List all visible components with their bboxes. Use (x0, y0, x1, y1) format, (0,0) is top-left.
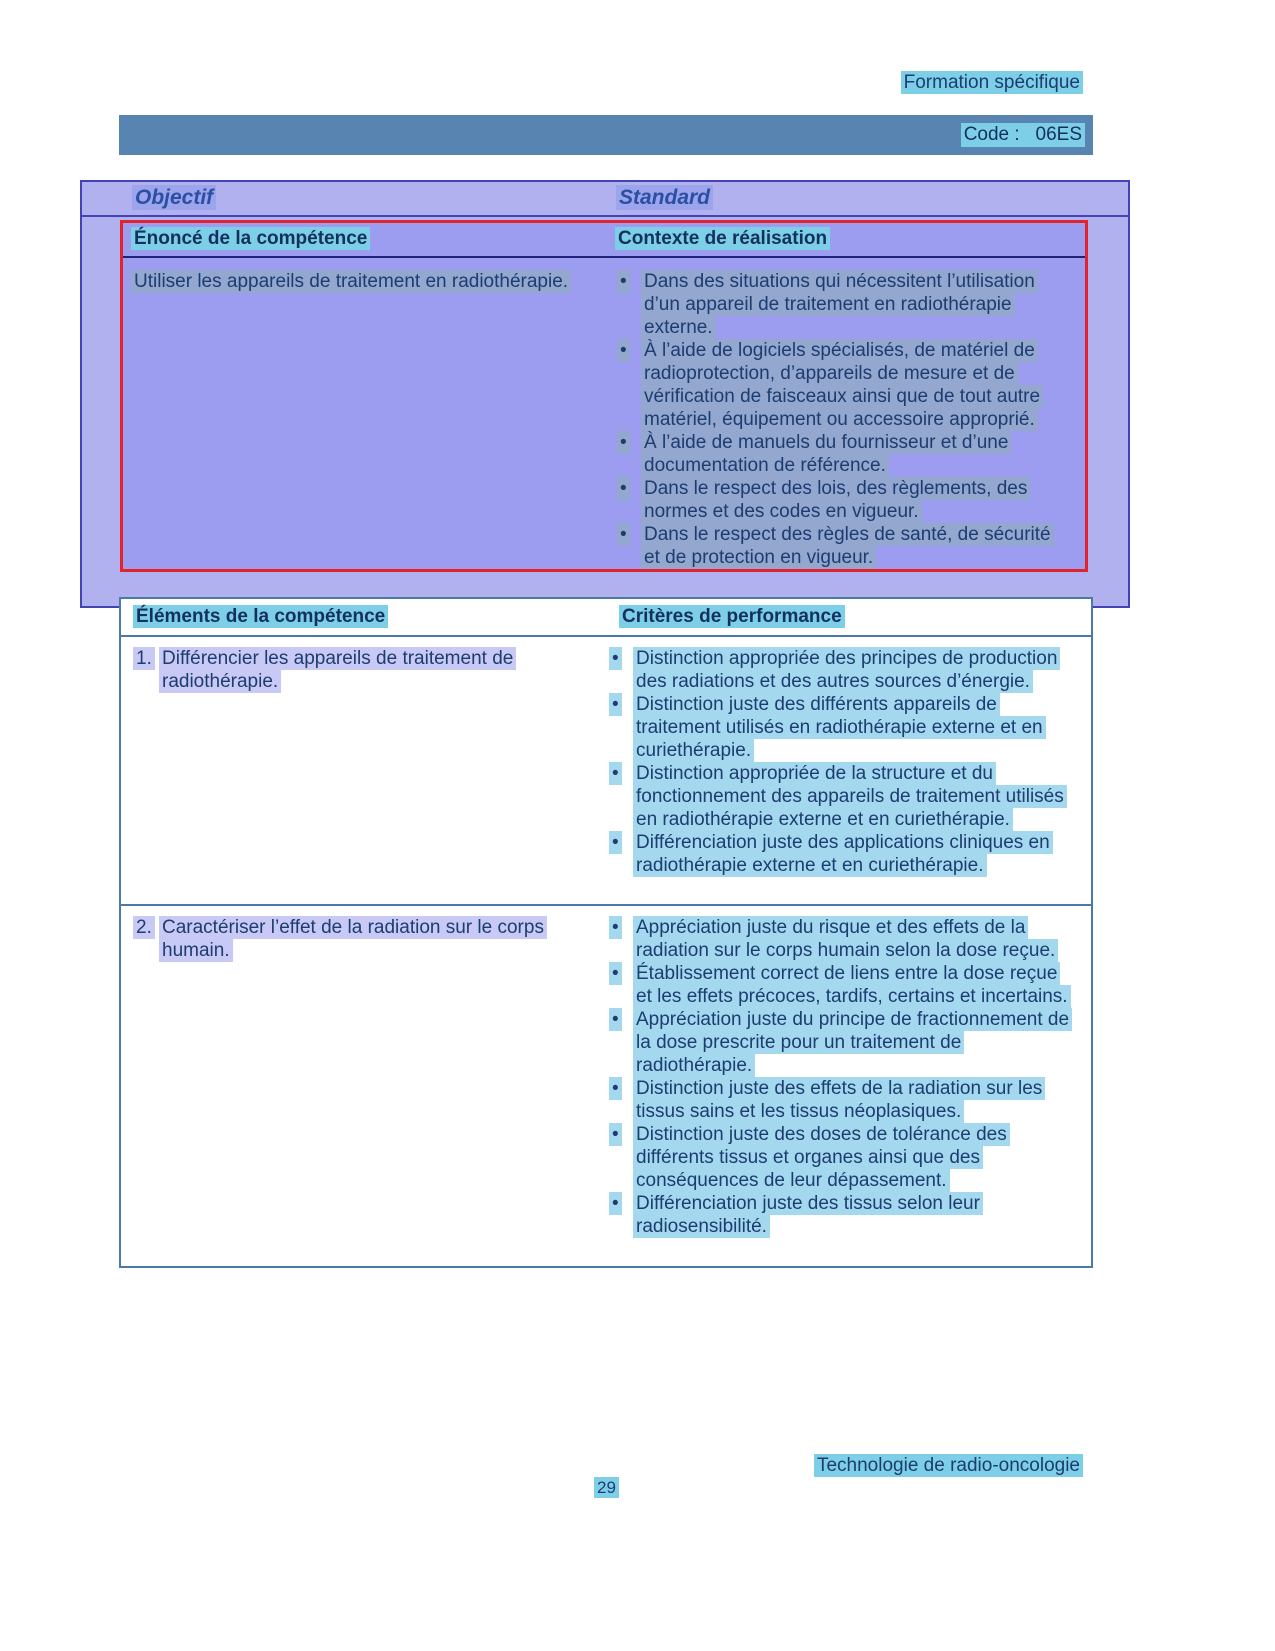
criteria-bullet-text: Appréciation juste du risque et des effets de la radiation sur le corps humain selon la dose reçue. (633, 916, 1077, 962)
contexte-bullet-text: À l’aide de logiciels spécialisés, de matériel de radioprotection, d’appareils de mesure et de vérification de faisceaux ainsi que de tout autre matériel, équipement ou accessoire approprié. (641, 339, 1059, 431)
elements-performance-table (119, 597, 1093, 1268)
contexte-bullet-text: Dans le respect des règles de santé, de sécurité et de protection en vigueur. (641, 523, 1059, 569)
criteria-bullet-item (607, 1123, 1077, 1192)
contexte-bullet-text: Dans des situations qui nécessitent l’utilisation d’un appareil de traitement en radiothérapie externe. (641, 270, 1059, 339)
contexte-bullet-item (615, 431, 1059, 477)
criteria-bullet-text: Distinction appropriée de la structure et du fonctionnement des appareils de traitement utilisés en radiothérapie externe et en curiethérapie. (633, 762, 1077, 831)
competence-statement: Utiliser les appareils de traitement en radiothérapie. (131, 270, 571, 293)
bullet-dot-icon: • (607, 1008, 633, 1077)
competence-box (120, 220, 1088, 572)
contexte-bullet-text: À l’aide de manuels du fournisseur et d’une documentation de référence. (641, 431, 1059, 477)
criteria-bullet-item (607, 647, 1077, 693)
elements-header-cell (133, 606, 619, 628)
bullet-dot-icon: • (607, 693, 633, 762)
criteria-bullet-item (607, 1008, 1077, 1077)
header-note-text: Formation spécifique (901, 71, 1083, 94)
bullet-dot-icon: • (607, 831, 633, 877)
criteria-bullet-text: Distinction juste des doses de tolérance des différents tissus et organes ainsi que des conséquences de leur dépassement. (633, 1123, 1077, 1192)
bullet-dot-icon: • (615, 270, 641, 339)
criteria-bullet-item (607, 762, 1077, 831)
criteria-bullet-item (607, 693, 1077, 762)
contexte-bullet-item (615, 477, 1059, 523)
numbered-element (133, 647, 607, 693)
criteria-bullet-text: Distinction juste des différents appareils de traitement utilisés en radiothérapie externe et en curiethérapie. (633, 693, 1077, 762)
code-label: Code : 06ES (961, 123, 1085, 147)
contexte-heading: Contexte de réalisation (615, 227, 830, 250)
criteria-bullet-text: Différenciation juste des applications cliniques en radiothérapie externe et en curiethérapie. (633, 831, 1077, 877)
element-cell (133, 916, 607, 1238)
bullet-dot-icon: • (615, 477, 641, 523)
criteres-heading: Critères de performance (619, 605, 845, 628)
bullet-dot-icon: • (615, 339, 641, 431)
header-note (901, 72, 1083, 94)
elements-table-header (121, 599, 1091, 637)
criteria-bullet-text: Appréciation juste du principe de fractionnement de la dose prescrite pour un traitement de radiothérapie. (633, 1008, 1077, 1077)
criteria-list (607, 916, 1091, 1238)
element-number: 1. (133, 647, 159, 693)
contexte-bullet-item (615, 270, 1059, 339)
bullet-dot-icon: • (607, 762, 633, 831)
contexte-list (615, 270, 1085, 569)
bullet-dot-icon: • (607, 1192, 633, 1238)
table-row (121, 637, 1091, 906)
objectif-column (132, 186, 616, 210)
objectif-heading: Objectif (132, 185, 216, 210)
standard-column (616, 186, 713, 210)
criteria-bullet-text: Différenciation juste des tissus selon leur radiosensibilité. (633, 1192, 1077, 1238)
elements-heading: Éléments de la compétence (133, 605, 388, 628)
competence-box-body (123, 258, 1085, 569)
bullet-dot-icon: • (607, 916, 633, 962)
bullet-dot-icon: • (607, 962, 633, 1008)
objectif-standard-header (82, 182, 1128, 217)
footer-program-name (814, 1455, 1083, 1477)
element-number: 2. (133, 916, 159, 962)
bullet-dot-icon: • (615, 431, 641, 477)
code-bar (119, 115, 1093, 155)
criteria-bullet-item (607, 962, 1077, 1008)
criteria-bullet-text: Distinction juste des effets de la radiation sur les tissus sains et les tissus néoplasiques. (633, 1077, 1077, 1123)
element-cell (133, 647, 607, 904)
bullet-dot-icon: • (607, 1123, 633, 1192)
footer-program-text: Technologie de radio-oncologie (814, 1454, 1083, 1477)
standard-heading: Standard (616, 185, 713, 210)
contexte-header-cell (615, 228, 830, 250)
criteria-list (607, 647, 1091, 904)
page-number (594, 1478, 619, 1498)
criteria-bullet-text: Distinction appropriée des principes de production des radiations et des autres sources d’énergie. (633, 647, 1077, 693)
bullet-dot-icon: • (607, 1077, 633, 1123)
bullet-dot-icon: • (615, 523, 641, 569)
enonce-header-cell (131, 228, 615, 250)
competence-statement-cell (123, 270, 615, 569)
contexte-bullet-item (615, 523, 1059, 569)
criteria-bullet-item (607, 1192, 1077, 1238)
objectif-standard-panel (80, 180, 1130, 608)
table-row (121, 906, 1091, 1238)
page-number-text: 29 (594, 1477, 619, 1498)
criteres-header-cell (619, 606, 845, 628)
criteria-bullet-item (607, 1077, 1077, 1123)
contexte-bullet-item (615, 339, 1059, 431)
criteria-bullet-item (607, 831, 1077, 877)
enonce-heading: Énoncé de la compétence (131, 227, 370, 250)
criteria-bullet-item (607, 916, 1077, 962)
competence-box-header (123, 223, 1085, 258)
element-text: Différencier les appareils de traitement de radiothérapie. (159, 647, 607, 693)
element-text: Caractériser l’effet de la radiation sur le corps humain. (159, 916, 607, 962)
criteria-bullet-text: Établissement correct de liens entre la dose reçue et les effets précoces, tardifs, certains et incertains. (633, 962, 1077, 1008)
numbered-element (133, 916, 607, 962)
bullet-dot-icon: • (607, 647, 633, 693)
contexte-bullet-text: Dans le respect des lois, des règlements, des normes et des codes en vigueur. (641, 477, 1059, 523)
